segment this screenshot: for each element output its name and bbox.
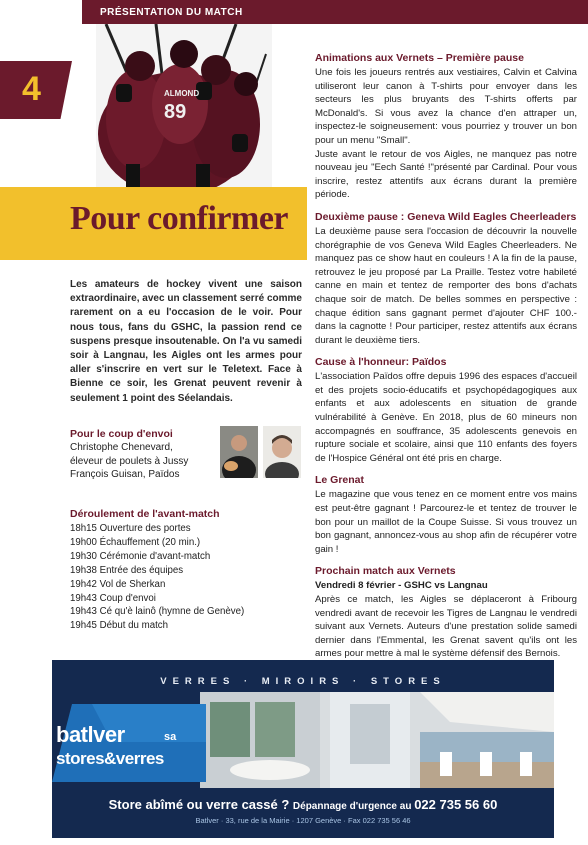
section-le-grenat [315,474,577,556]
section-text: Le magazine que vous tenez en ce moment entre vos mains est peut-être gagnant ! Parcourez-le et tentez de trouver le bon pour un maillot de la Coupe Suisse. Si vous trouvez un bon gagnant, annoncez-vous au shop afin de récupérer votre gain ! [315,489,577,555]
ad-tagline: VERRES · MIROIRS · STORES [160,676,446,687]
section-second-break [315,211,577,347]
section-text: Après ce match, les Aigles se déplaceront à Fribourg vendredi avant de recevoir les Tigres de Langnau le vendredi suivant aux Vernets. Auteurs d'une prestation solide samedi dernier dans l'Emmental, les Grenat savent qu'ils ont les armes pour mettre à mal le système défensif des Bernois. [315,594,577,660]
ad-logo-sa: sa [164,731,177,743]
ad-emergency-label: Dépannage d'urgence au [292,801,415,812]
section-title: Animations aux Vernets – Première pause [315,52,524,64]
program-item: 19h45 Début du match [70,620,169,632]
jersey-name: ALMOND [164,89,200,98]
kickoff-title: Pour le coup d'envoi [70,428,173,440]
program-item: 19h43 Coup d'envoi [70,592,156,604]
portrait-guisan [263,426,301,478]
section-title: Cause à l'honneur: Païdos [315,356,447,369]
article-title: Pour confirmer [70,200,289,237]
section-header-title: PRÉSENTATION DU MATCH [100,7,243,18]
section-text: Juste avant le retour de vos Aigles, ne manquez pas notre nouveau jeu "Eech Santé !"présenté par Cardinal. Pour vous inscrire, restez attentifs aux écrans durant la première période. [315,148,577,201]
ad-logo-stores-verres: stores&verres [56,749,164,768]
hockey-team-photo [96,24,272,188]
intro-paragraph: Les amateurs de hockey vivent une saison extraordinaire, avec un classement serré comme rarement on a eu l'occasion de le voir. Pour nous tous, fans du GSHC, la passion rend ce suspens presque insoutenable. On l'a vu samedi soir à Langnau, les Aigles ont les armes pour aller s'inscrire en vert sur le Teletext. Face à Bienne ce soir, les Grenat peuvent revenir à seulement 1 point des Séelandais. [70,279,302,404]
kickoff-line: Christophe Chenevard, [70,442,173,453]
ad-phone-number[interactable]: 022 735 56 60 [414,797,498,812]
ad-interior-photo [200,692,554,788]
page-number: 4 [22,70,41,108]
ad-emergency-line [52,796,554,814]
program-item: 19h43 Cé qu'è lainô (hymne de Genève) [70,606,245,618]
section-subtitle: Vendredi 8 février - GSHC vs Langnau [315,580,488,592]
kickoff-line: éleveur de poulets à Jussy [70,455,189,467]
program-item: 19h38 Entrée des équipes [70,564,184,576]
batlver-advertisement[interactable] [52,660,554,838]
section-text: Une fois les joueurs rentrés aux vestiaires, Calvin et Calvina utiliseront leur canon à T-shirts pour envoyer dans les secteurs les plus bruyants des T-shirts offerts par McDonald's. Si vous avez la chance d'en attraper un, inspectez-le soigneusement: vous pourriez y trouver un bon pour un menu "Small". [315,67,577,146]
program-item: 19h42 Vol de Sherkan [70,578,166,590]
ad-address: Batlver · 33, rue de la Mairie · 1207 Genève · Fax 022 735 56 46 [195,816,411,825]
kickoff-guests [70,441,220,482]
program-title: Déroulement de l'avant-match [70,508,220,520]
section-title: Deuxième pause : Geneva Wild Eagles Cheerleaders [315,210,577,223]
right-column [315,52,577,670]
program-list [70,522,300,633]
section-title: Prochain match aux Vernets [315,565,456,578]
section-text: La deuxième pause sera l'occasion de découvrir la nouvelle chorégraphie de vos Geneva Wild Eagles Cheerleaders. Ne manquez pas ce show haut en couleurs ! A la fin de la pause, retrouvez le jeu proposé par La Praille. Testez votre habileté canne en main et tentez de remporter des bons d'achats chaque soir de match. De belles sommes en perspective : chaque édition sans gagnant permet d'ajouter CHF 100.- dans la cagnotte ! Pour participer, restez attentifs aux écrans durant le deuxième tiers. [315,225,577,346]
jersey-number: 89 [164,101,187,123]
section-text: L'association Païdos offre depuis 1996 des espaces d'accueil et des projets socio-éducatifs et psychopédagogiques aux enfants et aux adolescents en situation de grande vulnérabilité à Genève. En 2018, plus de 60 mineurs non accompagnés en souffrance, 35 adolescents genevois en rupture sociale et scolaire, ainsi que 110 enfants des foyers de l'Hospice Général ont été pris en charge. [315,371,577,464]
program-item: 19h30 Cérémonie d'avant-match [70,550,211,562]
program-item: 19h00 Échauffement (20 min.) [70,536,201,548]
program-item: 18h15 Ouverture des portes [70,523,191,534]
section-next-match [315,565,577,661]
kickoff-line: François Guisan, Païdos [70,469,180,480]
portrait-chenevard [220,426,258,478]
section-cause [315,356,577,465]
section-first-break [315,52,577,202]
ad-logo-batlver: batlver [56,722,125,747]
section-title: Le Grenat [315,474,365,487]
ad-emergency-question: Store abîmé ou verre cassé ? [108,797,293,812]
